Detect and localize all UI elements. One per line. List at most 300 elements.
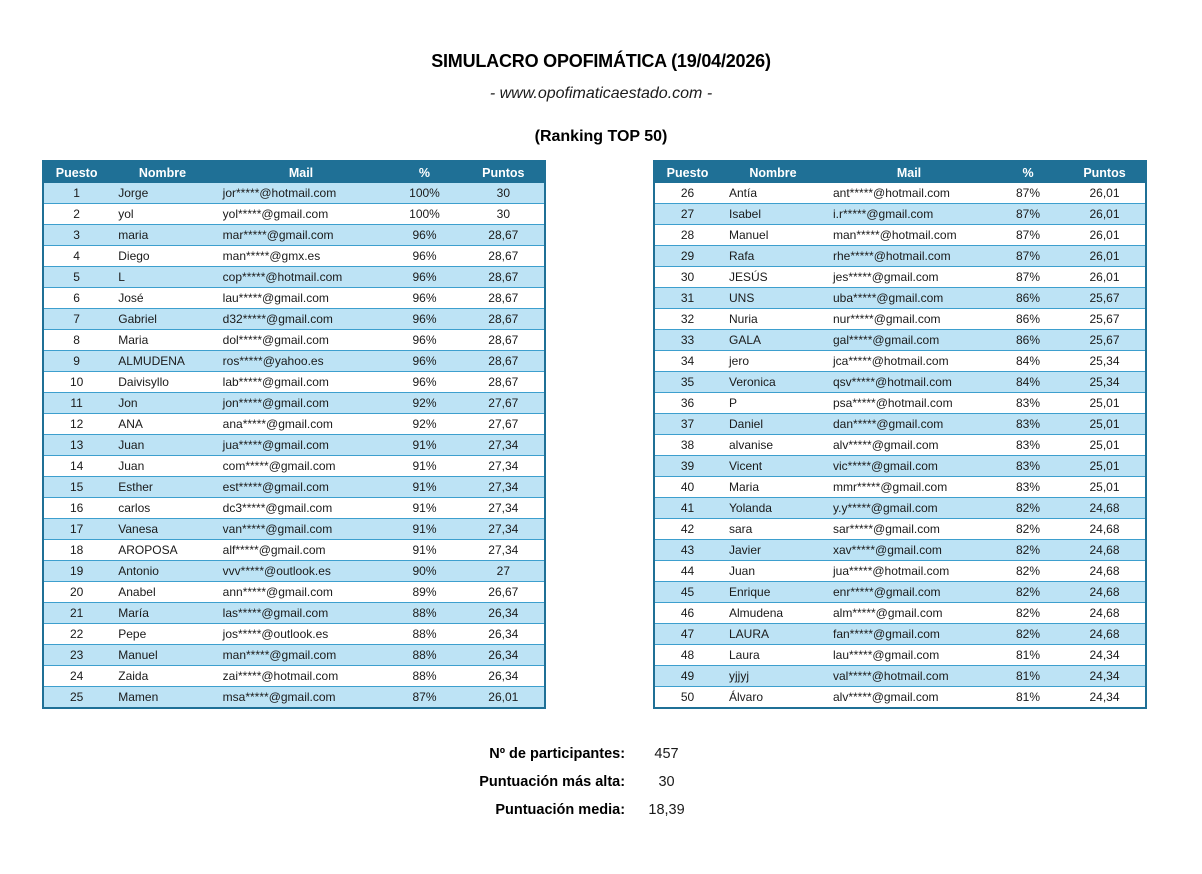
table-row: [43, 267, 545, 288]
stat-average-score-label: Puntuación media:: [495, 802, 626, 818]
table-row: [654, 645, 1146, 666]
cell-puesto: 6: [43, 288, 109, 309]
cell-puesto: 23: [43, 645, 109, 666]
cell-nombre: Diego: [109, 246, 215, 267]
cell-puesto: 7: [43, 309, 109, 330]
table-row: [654, 687, 1146, 709]
cell-puntos: 30: [463, 204, 545, 225]
cell-puntos: 27,34: [463, 540, 545, 561]
cell-mail: alm*****@gmail.com: [826, 603, 992, 624]
cell-puesto: 15: [43, 477, 109, 498]
table-row: [654, 330, 1146, 351]
cell-pct: 96%: [386, 351, 462, 372]
cell-nombre: maria: [109, 225, 215, 246]
cell-puesto: 38: [654, 435, 720, 456]
cell-pct: 82%: [992, 603, 1064, 624]
column-header-puesto: Puesto: [43, 161, 109, 183]
cell-pct: 83%: [992, 414, 1064, 435]
table-row: [654, 477, 1146, 498]
cell-puntos: 25,67: [1064, 288, 1146, 309]
cell-puesto: 46: [654, 603, 720, 624]
cell-puntos: 24,34: [1064, 645, 1146, 666]
table-row: [43, 687, 545, 709]
table-row: [43, 246, 545, 267]
cell-puesto: 2: [43, 204, 109, 225]
cell-mail: ros*****@yahoo.es: [216, 351, 387, 372]
column-header-nombre: Nombre: [109, 161, 215, 183]
cell-mail: alv*****@gmail.com: [826, 687, 992, 709]
table-row: [654, 372, 1146, 393]
cell-nombre: carlos: [109, 498, 215, 519]
cell-nombre: Mamen: [109, 687, 215, 709]
table-row: [654, 288, 1146, 309]
cell-puntos: 26,01: [1064, 267, 1146, 288]
cell-puntos: 24,68: [1064, 498, 1146, 519]
cell-mail: est*****@gmail.com: [216, 477, 387, 498]
table-row: [654, 582, 1146, 603]
table-row: [43, 603, 545, 624]
table-row: [43, 183, 545, 204]
cell-puesto: 12: [43, 414, 109, 435]
cell-puntos: 25,01: [1064, 414, 1146, 435]
ranking-table-left: [42, 160, 546, 709]
cell-puntos: 24,68: [1064, 540, 1146, 561]
cell-mail: y.y*****@gmail.com: [826, 498, 992, 519]
cell-pct: 100%: [386, 183, 462, 204]
cell-puntos: 30: [463, 183, 545, 204]
cell-mail: lau*****@gmail.com: [216, 288, 387, 309]
table-row: [654, 519, 1146, 540]
table-row: [654, 267, 1146, 288]
column-header-mail: Mail: [216, 161, 387, 183]
cell-puesto: 11: [43, 393, 109, 414]
cell-puesto: 26: [654, 183, 720, 204]
cell-pct: 83%: [992, 393, 1064, 414]
ranking-top50-label: (Ranking TOP 50): [534, 128, 668, 145]
cell-mail: rhe*****@hotmail.com: [826, 246, 992, 267]
table-row: [43, 498, 545, 519]
cell-nombre: GALA: [720, 330, 826, 351]
cell-puesto: 44: [654, 561, 720, 582]
cell-puntos: 26,34: [463, 645, 545, 666]
stat-highest-score: [248, 768, 708, 796]
cell-mail: alv*****@gmail.com: [826, 435, 992, 456]
cell-puesto: 28: [654, 225, 720, 246]
cell-puesto: 43: [654, 540, 720, 561]
column-header-mail: Mail: [826, 161, 992, 183]
cell-puntos: 27,67: [463, 414, 545, 435]
cell-mail: dol*****@gmail.com: [216, 330, 387, 351]
cell-pct: 91%: [386, 435, 462, 456]
cell-puntos: 25,01: [1064, 456, 1146, 477]
cell-nombre: Manuel: [720, 225, 826, 246]
cell-mail: d32*****@gmail.com: [216, 309, 387, 330]
cell-puesto: 13: [43, 435, 109, 456]
cell-pct: 82%: [992, 540, 1064, 561]
cell-puntos: 28,67: [463, 246, 545, 267]
cell-pct: 91%: [386, 456, 462, 477]
cell-mail: cop*****@hotmail.com: [216, 267, 387, 288]
cell-mail: msa*****@gmail.com: [216, 687, 387, 709]
cell-pct: 96%: [386, 372, 462, 393]
column-header-pct: %: [992, 161, 1064, 183]
cell-mail: nur*****@gmail.com: [826, 309, 992, 330]
cell-pct: 92%: [386, 393, 462, 414]
table-row: [43, 477, 545, 498]
cell-puntos: 24,68: [1064, 519, 1146, 540]
cell-mail: man*****@hotmail.com: [826, 225, 992, 246]
cell-puesto: 49: [654, 666, 720, 687]
cell-nombre: Maria: [109, 330, 215, 351]
cell-nombre: Javier: [720, 540, 826, 561]
cell-mail: van*****@gmail.com: [216, 519, 387, 540]
cell-puesto: 48: [654, 645, 720, 666]
table-row: [654, 246, 1146, 267]
cell-nombre: jero: [720, 351, 826, 372]
cell-pct: 96%: [386, 246, 462, 267]
cell-pct: 87%: [992, 225, 1064, 246]
cell-nombre: L: [109, 267, 215, 288]
table-row: [654, 603, 1146, 624]
cell-nombre: ANA: [109, 414, 215, 435]
cell-pct: 83%: [992, 456, 1064, 477]
page-title: SIMULACRO OPOFIMÁTICA (19/04/2026): [431, 51, 771, 71]
cell-mail: vvv*****@outlook.es: [216, 561, 387, 582]
cell-pct: 88%: [386, 603, 462, 624]
cell-puesto: 50: [654, 687, 720, 709]
cell-mail: ant*****@hotmail.com: [826, 183, 992, 204]
cell-puesto: 35: [654, 372, 720, 393]
cell-puesto: 19: [43, 561, 109, 582]
cell-pct: 89%: [386, 582, 462, 603]
cell-mail: uba*****@gmail.com: [826, 288, 992, 309]
cell-puntos: 28,67: [463, 225, 545, 246]
cell-nombre: María: [109, 603, 215, 624]
cell-puntos: 24,34: [1064, 666, 1146, 687]
cell-nombre: Gabriel: [109, 309, 215, 330]
cell-pct: 82%: [992, 519, 1064, 540]
cell-puesto: 17: [43, 519, 109, 540]
table-row: [654, 351, 1146, 372]
cell-mail: jua*****@gmail.com: [216, 435, 387, 456]
cell-puntos: 25,34: [1064, 372, 1146, 393]
cell-nombre: Maria: [720, 477, 826, 498]
cell-puesto: 14: [43, 456, 109, 477]
cell-nombre: Enrique: [720, 582, 826, 603]
cell-nombre: UNS: [720, 288, 826, 309]
cell-puntos: 27,34: [463, 435, 545, 456]
cell-puntos: 27: [463, 561, 545, 582]
cell-puntos: 26,34: [463, 624, 545, 645]
cell-pct: 91%: [386, 477, 462, 498]
cell-mail: psa*****@hotmail.com: [826, 393, 992, 414]
cell-mail: sar*****@gmail.com: [826, 519, 992, 540]
cell-mail: com*****@gmail.com: [216, 456, 387, 477]
cell-pct: 83%: [992, 435, 1064, 456]
cell-pct: 88%: [386, 645, 462, 666]
cell-nombre: Yolanda: [720, 498, 826, 519]
cell-mail: enr*****@gmail.com: [826, 582, 992, 603]
table-row: [43, 456, 545, 477]
table-row: [43, 225, 545, 246]
table-row: [43, 330, 545, 351]
table-row: [43, 309, 545, 330]
cell-puesto: 36: [654, 393, 720, 414]
table-row: [654, 183, 1146, 204]
cell-mail: fan*****@gmail.com: [826, 624, 992, 645]
column-header-nombre: Nombre: [720, 161, 826, 183]
column-header-puntos: Puntos: [463, 161, 545, 183]
table-row: [43, 393, 545, 414]
cell-pct: 92%: [386, 414, 462, 435]
cell-puntos: 24,34: [1064, 687, 1146, 709]
cell-nombre: P: [720, 393, 826, 414]
table-row: [654, 309, 1146, 330]
table-row: [43, 624, 545, 645]
ranking-table-right: [653, 160, 1147, 709]
cell-pct: 88%: [386, 624, 462, 645]
cell-puesto: 21: [43, 603, 109, 624]
cell-nombre: Rafa: [720, 246, 826, 267]
cell-pct: 87%: [992, 246, 1064, 267]
summary-stats: [248, 740, 708, 824]
cell-mail: dc3*****@gmail.com: [216, 498, 387, 519]
cell-puntos: 26,01: [463, 687, 545, 709]
cell-puntos: 24,68: [1064, 582, 1146, 603]
table-row: [654, 393, 1146, 414]
column-header-pct: %: [386, 161, 462, 183]
cell-puesto: 34: [654, 351, 720, 372]
table-row: [43, 519, 545, 540]
cell-nombre: AROPOSA: [109, 540, 215, 561]
cell-pct: 82%: [992, 561, 1064, 582]
cell-pct: 87%: [386, 687, 462, 709]
stat-average-score-value: 18,39: [648, 802, 685, 818]
cell-nombre: Nuria: [720, 309, 826, 330]
cell-puesto: 41: [654, 498, 720, 519]
stat-participants-value: 457: [654, 746, 679, 762]
cell-nombre: Vanesa: [109, 519, 215, 540]
cell-pct: 86%: [992, 330, 1064, 351]
cell-puntos: 28,67: [463, 267, 545, 288]
cell-nombre: alvanise: [720, 435, 826, 456]
cell-pct: 82%: [992, 624, 1064, 645]
cell-pct: 86%: [992, 309, 1064, 330]
cell-mail: i.r*****@gmail.com: [826, 204, 992, 225]
table-row: [654, 561, 1146, 582]
cell-nombre: José: [109, 288, 215, 309]
table-row: [43, 372, 545, 393]
cell-nombre: Álvaro: [720, 687, 826, 709]
cell-pct: 88%: [386, 666, 462, 687]
cell-nombre: Juan: [109, 435, 215, 456]
cell-pct: 100%: [386, 204, 462, 225]
cell-puntos: 26,01: [1064, 246, 1146, 267]
cell-puesto: 47: [654, 624, 720, 645]
cell-puesto: 37: [654, 414, 720, 435]
cell-puntos: 26,34: [463, 666, 545, 687]
cell-nombre: Juan: [109, 456, 215, 477]
cell-mail: val*****@hotmail.com: [826, 666, 992, 687]
cell-puntos: 26,67: [463, 582, 545, 603]
cell-puntos: 28,67: [463, 330, 545, 351]
cell-pct: 87%: [992, 204, 1064, 225]
table-row: [43, 414, 545, 435]
cell-puesto: 32: [654, 309, 720, 330]
cell-puntos: 28,67: [463, 288, 545, 309]
cell-puesto: 27: [654, 204, 720, 225]
cell-nombre: sara: [720, 519, 826, 540]
cell-puntos: 27,34: [463, 456, 545, 477]
cell-nombre: Daniel: [720, 414, 826, 435]
cell-puesto: 20: [43, 582, 109, 603]
cell-puntos: 25,01: [1064, 477, 1146, 498]
table-row: [654, 414, 1146, 435]
cell-mail: mmr*****@gmail.com: [826, 477, 992, 498]
cell-puntos: 24,68: [1064, 624, 1146, 645]
cell-nombre: Veronica: [720, 372, 826, 393]
cell-puntos: 27,67: [463, 393, 545, 414]
cell-mail: ana*****@gmail.com: [216, 414, 387, 435]
cell-pct: 96%: [386, 225, 462, 246]
cell-mail: yol*****@gmail.com: [216, 204, 387, 225]
cell-nombre: LAURA: [720, 624, 826, 645]
table-row: [654, 624, 1146, 645]
cell-nombre: Esther: [109, 477, 215, 498]
cell-nombre: Antonio: [109, 561, 215, 582]
table-header-row: [654, 161, 1146, 183]
cell-puesto: 18: [43, 540, 109, 561]
cell-puntos: 24,68: [1064, 561, 1146, 582]
cell-puesto: 9: [43, 351, 109, 372]
cell-nombre: Manuel: [109, 645, 215, 666]
cell-puesto: 40: [654, 477, 720, 498]
table-row: [654, 666, 1146, 687]
cell-mail: alf*****@gmail.com: [216, 540, 387, 561]
cell-pct: 87%: [992, 183, 1064, 204]
cell-mail: zai*****@hotmail.com: [216, 666, 387, 687]
table-row: [654, 540, 1146, 561]
table-row: [43, 582, 545, 603]
cell-puntos: 25,67: [1064, 309, 1146, 330]
cell-pct: 96%: [386, 288, 462, 309]
cell-mail: las*****@gmail.com: [216, 603, 387, 624]
table-row: [43, 204, 545, 225]
cell-puesto: 24: [43, 666, 109, 687]
cell-puesto: 10: [43, 372, 109, 393]
cell-pct: 91%: [386, 519, 462, 540]
cell-pct: 91%: [386, 540, 462, 561]
stat-participants-label: Nº de participantes:: [489, 746, 626, 762]
cell-mail: jca*****@hotmail.com: [826, 351, 992, 372]
table-row: [654, 204, 1146, 225]
cell-puntos: 27,34: [463, 498, 545, 519]
cell-mail: lau*****@gmail.com: [826, 645, 992, 666]
cell-puesto: 29: [654, 246, 720, 267]
cell-pct: 87%: [992, 267, 1064, 288]
cell-mail: jor*****@hotmail.com: [216, 183, 387, 204]
column-header-puntos: Puntos: [1064, 161, 1146, 183]
cell-puesto: 33: [654, 330, 720, 351]
stat-highest-score-value: 30: [658, 774, 675, 790]
cell-nombre: Anabel: [109, 582, 215, 603]
cell-puesto: 3: [43, 225, 109, 246]
cell-nombre: Jorge: [109, 183, 215, 204]
cell-puntos: 25,01: [1064, 435, 1146, 456]
cell-puesto: 30: [654, 267, 720, 288]
cell-pct: 81%: [992, 687, 1064, 709]
table-row: [43, 351, 545, 372]
cell-puesto: 8: [43, 330, 109, 351]
cell-puntos: 24,68: [1064, 603, 1146, 624]
cell-puntos: 25,01: [1064, 393, 1146, 414]
cell-puesto: 1: [43, 183, 109, 204]
cell-nombre: JESÚS: [720, 267, 826, 288]
cell-mail: dan*****@gmail.com: [826, 414, 992, 435]
cell-nombre: Juan: [720, 561, 826, 582]
cell-nombre: ALMUDENA: [109, 351, 215, 372]
cell-mail: mar*****@gmail.com: [216, 225, 387, 246]
cell-mail: lab*****@gmail.com: [216, 372, 387, 393]
cell-pct: 86%: [992, 288, 1064, 309]
cell-puntos: 26,01: [1064, 183, 1146, 204]
table-row: [43, 540, 545, 561]
cell-pct: 81%: [992, 666, 1064, 687]
cell-pct: 81%: [992, 645, 1064, 666]
cell-puesto: 45: [654, 582, 720, 603]
cell-mail: jua*****@hotmail.com: [826, 561, 992, 582]
table-row: [43, 645, 545, 666]
cell-mail: qsv*****@hotmail.com: [826, 372, 992, 393]
cell-pct: 96%: [386, 267, 462, 288]
stat-average-score: [248, 796, 708, 824]
cell-pct: 82%: [992, 582, 1064, 603]
cell-pct: 83%: [992, 477, 1064, 498]
column-header-puesto: Puesto: [654, 161, 720, 183]
cell-nombre: Zaida: [109, 666, 215, 687]
cell-puntos: 25,34: [1064, 351, 1146, 372]
cell-nombre: Antía: [720, 183, 826, 204]
cell-nombre: Daivisyllo: [109, 372, 215, 393]
cell-nombre: Almudena: [720, 603, 826, 624]
cell-mail: vic*****@gmail.com: [826, 456, 992, 477]
cell-pct: 84%: [992, 372, 1064, 393]
stat-highest-score-label: Puntuación más alta:: [479, 774, 626, 790]
cell-nombre: Jon: [109, 393, 215, 414]
cell-puesto: 39: [654, 456, 720, 477]
cell-nombre: yjjyj: [720, 666, 826, 687]
cell-puntos: 27,34: [463, 477, 545, 498]
cell-puntos: 27,34: [463, 519, 545, 540]
cell-nombre: Vicent: [720, 456, 826, 477]
table-row: [654, 498, 1146, 519]
cell-pct: 90%: [386, 561, 462, 582]
cell-puntos: 25,67: [1064, 330, 1146, 351]
cell-pct: 91%: [386, 498, 462, 519]
table-row: [43, 561, 545, 582]
stat-participants: [248, 740, 708, 768]
table-row: [43, 435, 545, 456]
table-row: [43, 666, 545, 687]
cell-pct: 96%: [386, 330, 462, 351]
cell-nombre: Isabel: [720, 204, 826, 225]
cell-puesto: 25: [43, 687, 109, 709]
cell-puntos: 26,01: [1064, 225, 1146, 246]
table-row: [43, 288, 545, 309]
cell-puesto: 4: [43, 246, 109, 267]
cell-puesto: 5: [43, 267, 109, 288]
cell-mail: gal*****@gmail.com: [826, 330, 992, 351]
